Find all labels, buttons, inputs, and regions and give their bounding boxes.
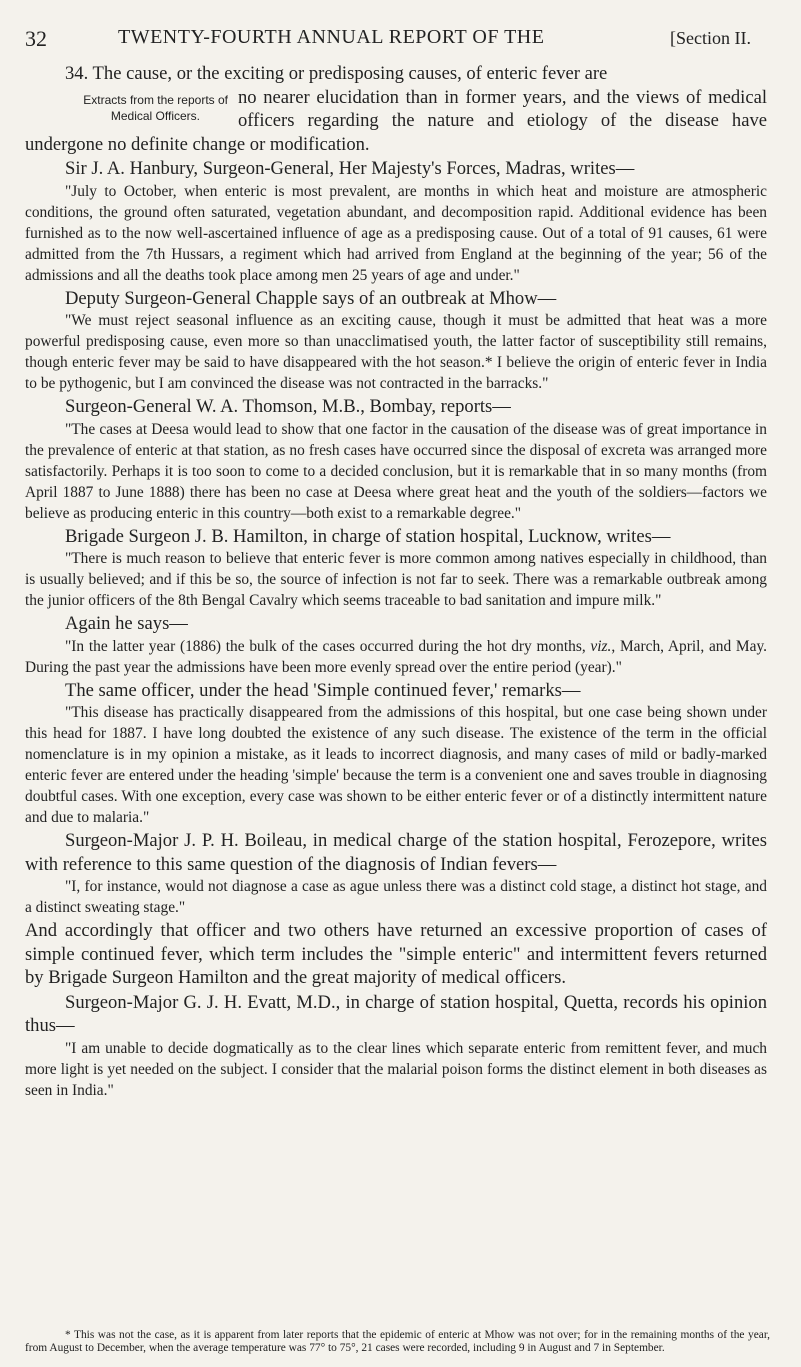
paragraph-34-start: 34. The cause, or the exciting or predisposing causes, of enteric fever are bbox=[65, 63, 608, 84]
again-quote-pre: "In the latter year (1886) the bulk of the cases occurred during the hot dry months, bbox=[65, 637, 591, 655]
evatt-quote: "I am unable to decide dogmatically as to the clear lines which separate enteric from remittent fever, and much more light is yet needed on the subject. I consider that the malarial poison forms the distinct element in both diseases as seen in India." bbox=[25, 1039, 767, 1099]
hanbury-quote: "July to October, when enteric is most prevalent, are months in which heat and moisture are atmospheric conditions, the ground often saturated, vegetation abundant, and decomposition rapid. Additional evidence has been furnished as to the now well-ascertained influence of age as a predisposing cause. Out of a total of 91 causes, 61 were admitted from the 7th Hussars, a regiment which had arrived from England at the beginning of the year; 56 of the admissions and all the deaths took place among men 25 years of age and under." bbox=[25, 182, 767, 284]
thomson-intro: Surgeon-General W. A. Thomson, M.B., Bombay, reports— bbox=[65, 396, 511, 417]
section-label: [Section II. bbox=[670, 28, 751, 48]
hamilton-intro: Brigade Surgeon J. B. Hamilton, in charge of station hospital, Lucknow, writes— bbox=[65, 525, 671, 547]
evatt-intro: Surgeon-Major G. J. H. Evatt, M.D., in charge of station hospital, Quetta, records his opinion thus— bbox=[25, 991, 767, 1036]
same-officer-intro: The same officer, under the head 'Simple continued fever,' remarks— bbox=[65, 679, 581, 701]
margin-note-line1: Extracts from the reports of bbox=[83, 92, 228, 107]
boileau-quote: "I, for instance, would not diagnose a case as ague unless there was a distinct cold stage, a distinct hot stage, and a distinct sweating stage." bbox=[25, 878, 767, 916]
hanbury-intro: Sir J. A. Hanbury, Surgeon-General, Her Majesty's Forces, Madras, writes— bbox=[65, 158, 635, 179]
accordingly-paragraph: And accordingly that officer and two others have returned an excessive proportion of cases of simple continued fever, which term includes the "simple enteric" and intermittent fevers returned by Brigade Surgeon Hamilton and the great majority of medical officers. bbox=[25, 920, 767, 988]
page-number: 32 bbox=[25, 26, 47, 51]
same-officer-quote: "This disease has practically disappeared from the admissions of this hospital, but one case being shown under this head for 1887. I have long doubted the existence of any such disease. The existence of the term in the official nomenclature is in my opinion a mistake, as it leads to incorrect diagnosis, and many cases of mild or badly-marked enteric fever are entered under the heading 'simple' because the term is a convenient one and saves trouble in diagnosing doubtful cases. With one exception, every case was shown to be either enteric fever or of a distinctly intermittent nature and due to malaria." bbox=[25, 704, 767, 826]
paragraph-34-rest: no nearer elucidation than in former years, and the views of medical officers regarding the nature and etiology of the disease have undergone no definite change or modification. bbox=[25, 86, 767, 155]
again-quote-viz: viz. bbox=[590, 637, 612, 655]
body-text bbox=[25, 62, 767, 1101]
hamilton-quote: "There is much reason to believe that enteric fever is more common among natives especially in childhood, than is usually believed; and if this be so, the source of infection is not far to seek. There was a remarkable outbreak among the junior officers of the 8th Bengal Cavalry which seems traceable to bad sanitation and impure milk." bbox=[25, 550, 767, 609]
page-header bbox=[0, 26, 801, 66]
chapple-intro: Deputy Surgeon-General Chapple says of an outbreak at Mhow— bbox=[65, 287, 557, 309]
footnote: * This was not the case, as it is apparent from later reports that the epidemic of enteric at Mhow was not over; for in the remaining months of the year, from August to December, when the average temperature was 77° to 75°, 21 cases were recorded, including 9 in August and 7 in September. bbox=[25, 1329, 770, 1355]
thomson-quote: "The cases at Deesa would lead to show that one factor in the causation of the disease was of great importance in the prevalence of enteric at that station, as no fresh cases have occurred since the disposal of excreta was arranged more satisfactorily. Perhaps it is too soon to come to a decided conclusion, but it is remarkable that in so many months (from April 1887 to June 1888) there has been no case at Deesa where great heat and the youth of the soldiers—factors we believe as producing enteric in this country—both exist to a remarkable degree." bbox=[25, 420, 767, 522]
running-title: TWENTY-FOURTH ANNUAL REPORT OF THE bbox=[118, 26, 545, 48]
again-quote-post: , March, April, and May. During the past year the admissions have been more evenly spread over the entire period (year)." bbox=[25, 637, 767, 676]
margin-note-line2: Medical Officers. bbox=[110, 108, 200, 123]
again-intro: Again he says— bbox=[65, 613, 188, 634]
chapple-quote: "We must reject seasonal influence as an exciting cause, though it must be admitted that heat was a more powerful predisposing cause, even more so than unacclimatised youth, the latter factor of susceptibility still remains, though enteric fever may be said to have disappeared with the hot season.* I believe the origin of enteric fever in India to be pythogenic, but I am convinced the disease was not contracted in the barracks." bbox=[25, 312, 767, 392]
boileau-intro: Surgeon-Major J. P. H. Boileau, in medical charge of the station hospital, Ferozepore, writes with reference to this same question of the diagnosis of Indian fevers— bbox=[25, 830, 767, 875]
margin-note bbox=[13, 86, 228, 124]
again-quote bbox=[25, 636, 767, 678]
